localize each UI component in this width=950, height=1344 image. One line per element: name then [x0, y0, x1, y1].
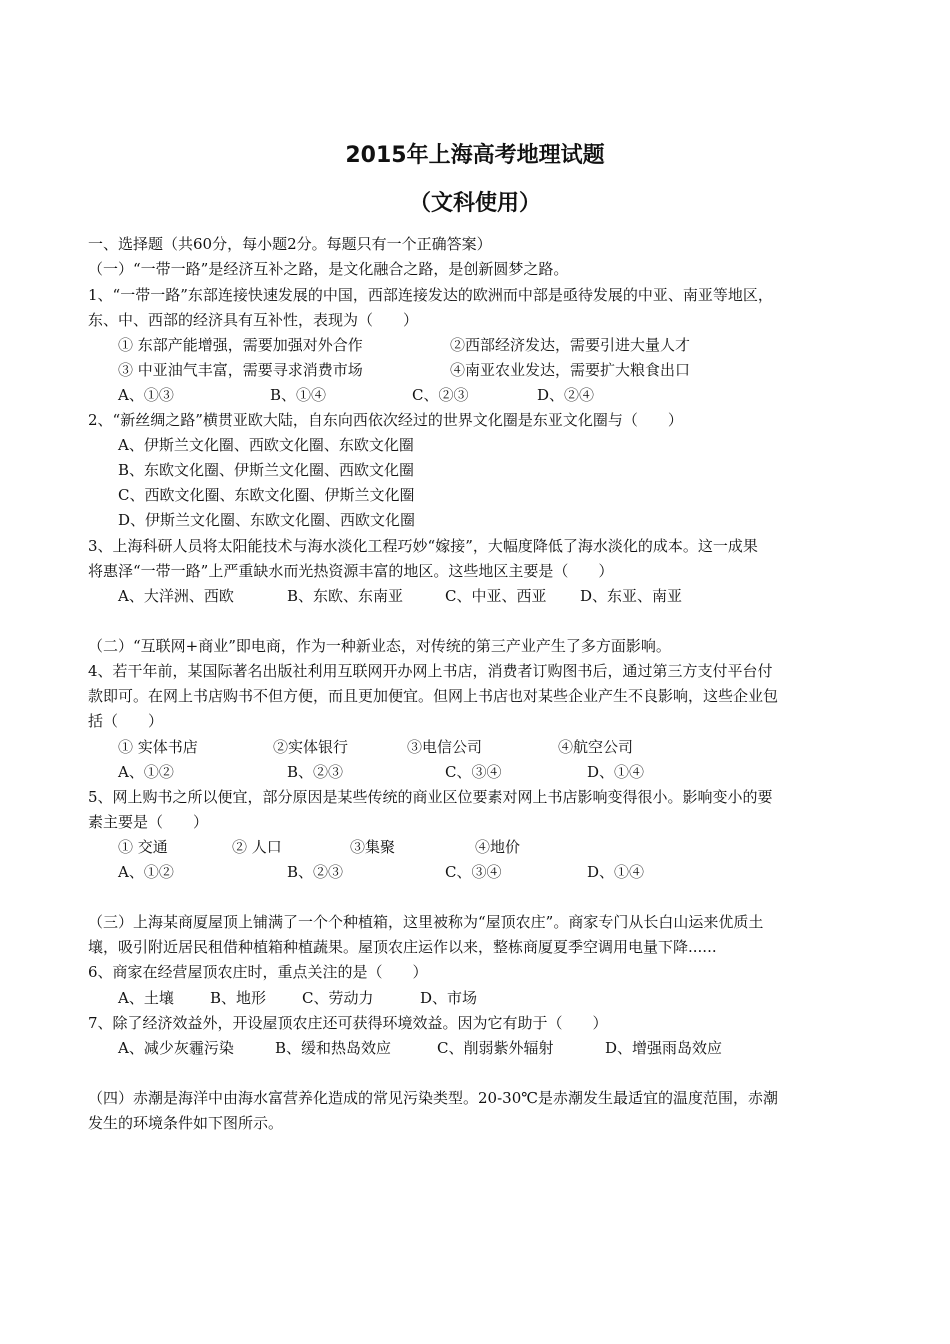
q1-statement-2: ②西部经济发达，需要引进大量人才	[450, 336, 691, 354]
q3-option-a: A、大洋洲、西欧	[118, 587, 234, 605]
page-subtitle: （文科使用）	[408, 191, 541, 216]
q6-option-a: A、土壤	[118, 989, 174, 1007]
q2-option-a: A、伊斯兰文化圈、西欧文化圈、东欧文化圈	[118, 436, 414, 454]
q1-stem-line1: 1、“一带一路”东部连接快速发展的中国，西部连接发达的欧洲而中部是亟待发展的中亚、南亚等地区，	[88, 286, 773, 304]
q5-statement-2: ② 人口	[232, 838, 282, 856]
q6-option-d: D、市场	[420, 989, 478, 1007]
q5-option-b: B、②③	[287, 863, 344, 881]
q1-option-a: A、①③	[118, 386, 174, 404]
q4-option-c: C、③④	[445, 763, 502, 781]
q5-stem-line1: 5、网上购书之所以便宜，部分原因是某些传统的商业区位要素对网上书店影响变得很小。影响变小的要	[88, 788, 773, 806]
group2-intro: （二）“互联网+商业”即电商，作为一种新业态，对传统的第三产业产生了多方面影响。	[88, 637, 671, 655]
section-heading: 一、选择题（共60分，每小题2分。每题只有一个正确答案）	[88, 235, 492, 253]
q4-option-b: B、②③	[287, 763, 344, 781]
q5-option-d: D、①④	[587, 863, 645, 881]
q4-statement-2: ②实体银行	[273, 738, 349, 756]
q1-option-c: C、②③	[412, 386, 469, 404]
q5-statement-1: ① 交通	[118, 838, 168, 856]
q6-option-b: B、地形	[210, 989, 267, 1007]
q4-option-d: D、①④	[587, 763, 645, 781]
q4-statement-4: ④航空公司	[558, 738, 634, 756]
q4-stem-line2: 款即可。在网上书店购书不但方便，而且更加便宜。但网上书店也对某些企业产生不良影响，这些企业包	[88, 687, 779, 705]
q5-stem-line2: 素主要是（ ）	[88, 813, 209, 831]
q3-stem-line2: 将惠泽“一带一路”上严重缺水而光热资源丰富的地区。这些地区主要是（ ）	[88, 562, 614, 580]
q7-stem: 7、除了经济效益外，开设屋顶农庄还可获得环境效益。因为它有助于（ ）	[88, 1014, 608, 1032]
group4-intro-line2: 发生的环境条件如下图所示。	[88, 1114, 284, 1132]
q5-statement-4: ④地价	[475, 838, 521, 856]
group3-intro-line1: （三）上海某商厦屋顶上铺满了一个个种植箱，这里被称为“屋顶农庄”。商家专门从长白山运来优质土	[88, 913, 764, 931]
q5-option-c: C、③④	[445, 863, 502, 881]
q4-statement-1: ① 实体书店	[118, 738, 198, 756]
group3-intro-line2: 壤，吸引附近居民租借种植箱种植蔬果。屋顶农庄运作以来，整栋商厦夏季空调用电量下降......	[88, 938, 717, 956]
q1-statement-4: ④南亚农业发达，需要扩大粮食出口	[450, 361, 691, 379]
q5-statement-3: ③集聚	[350, 838, 396, 856]
q1-option-d: D、②④	[537, 386, 595, 404]
q7-option-b: B、缓和热岛效应	[275, 1039, 392, 1057]
q7-option-d: D、增强雨岛效应	[605, 1039, 723, 1057]
q2-option-d: D、伊斯兰文化圈、东欧文化圈、西欧文化圈	[118, 511, 416, 529]
q4-option-a: A、①②	[118, 763, 174, 781]
q3-stem-line1: 3、上海科研人员将太阳能技术与海水淡化工程巧妙“嫁接”，大幅度降低了海水淡化的成本。这一成果	[88, 537, 758, 555]
q2-option-b: B、东欧文化圈、伊斯兰文化圈、西欧文化圈	[118, 461, 415, 479]
q4-statement-3: ③电信公司	[407, 738, 483, 756]
q2-stem: 2、“新丝绸之路”横贯亚欧大陆，自东向西依次经过的世界文化圈是东亚文化圈与（ ）	[88, 411, 683, 429]
q1-stem-line2: 东、中、西部的经济具有互补性，表现为（ ）	[88, 311, 419, 329]
q7-option-c: C、削弱紫外辐射	[437, 1039, 554, 1057]
q3-option-c: C、中亚、西亚	[445, 587, 547, 605]
q1-statement-3: ③ 中亚油气丰富，需要寻求消费市场	[118, 361, 363, 379]
q3-option-b: B、东欧、东南亚	[287, 587, 404, 605]
q1-option-b: B、①④	[270, 386, 327, 404]
q4-stem-line1: 4、若干年前，某国际著名出版社利用互联网开办网上书店，消费者订购图书后，通过第三方支付平台付	[88, 662, 773, 680]
q1-statement-1: ① 东部产能增强，需要加强对外合作	[118, 336, 363, 354]
group1-intro: （一）“一带一路”是经济互补之路，是文化融合之路，是创新圆梦之路。	[88, 260, 569, 278]
q5-option-a: A、①②	[118, 863, 174, 881]
group4-intro-line1: （四）赤潮是海洋中由海水富营养化造成的常见污染类型。20-30℃是赤潮发生最适宜的温度范围，赤潮	[88, 1089, 779, 1107]
q2-option-c: C、西欧文化圈、东欧文化圈、伊斯兰文化圈	[118, 486, 415, 504]
q6-stem: 6、商家在经营屋顶农庄时，重点关注的是（ ）	[88, 963, 428, 981]
q6-option-c: C、劳动力	[302, 989, 374, 1007]
page-title: 2015年上海高考地理试题	[345, 143, 605, 168]
q4-stem-line3: 括（ ）	[88, 712, 164, 730]
q7-option-a: A、减少灰霾污染	[118, 1039, 234, 1057]
q3-option-d: D、东亚、南亚	[580, 587, 683, 605]
